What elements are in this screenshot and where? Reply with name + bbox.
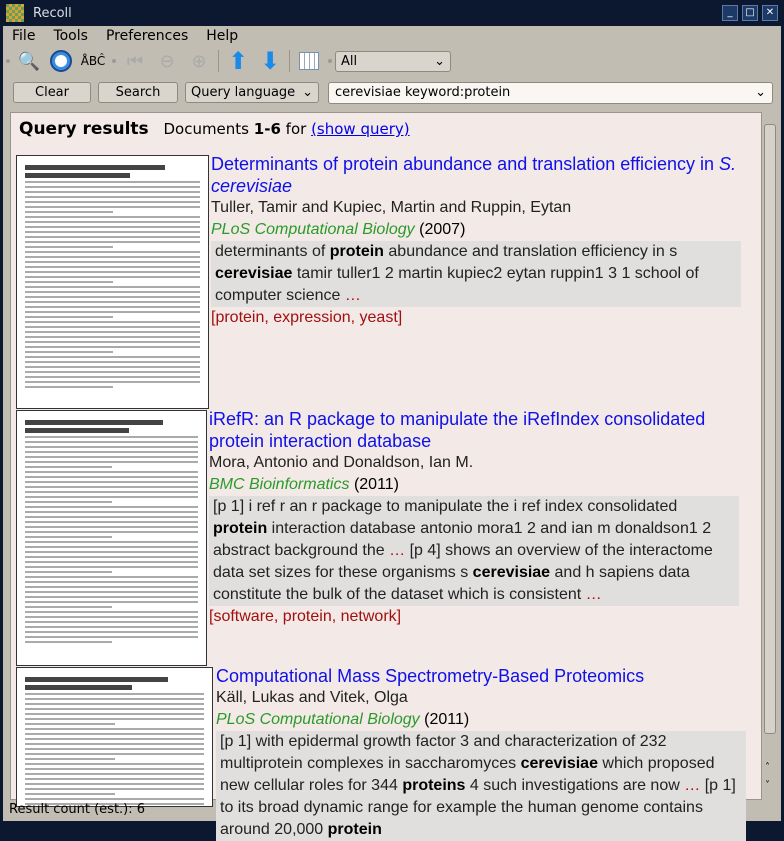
docs-range: 1-6 (253, 120, 281, 138)
result-title[interactable] (211, 153, 756, 197)
result-thumbnail[interactable] (16, 410, 207, 666)
previous-page-icon[interactable]: ⊖ (159, 50, 175, 72)
result-snippet (209, 496, 739, 606)
result-title-text[interactable]: Determinants of protein abundance and translation efficiency in (211, 154, 719, 174)
snippet-segment: protein (329, 243, 384, 260)
menu-tools[interactable]: Tools (53, 28, 88, 44)
snippet-segment: which proposed new cellular roles for 344 (220, 755, 715, 794)
app-icon (6, 4, 24, 22)
close-button[interactable]: ✕ (762, 5, 778, 21)
result-journal: PLoS Computational Biology (211, 221, 415, 238)
for-label: for (285, 120, 307, 138)
snippet-segment: and h sapiens data constitute the bulk of the dataset which is consistent (213, 564, 690, 603)
snippet-segment: protein (213, 520, 268, 537)
result-year: (2011) (353, 476, 399, 493)
filter-select[interactable] (335, 51, 451, 72)
next-page-icon[interactable]: ⊕ (191, 50, 207, 72)
result-thumbnail[interactable] (16, 667, 213, 807)
menu-file[interactable]: File (12, 28, 36, 44)
title-bar (0, 0, 784, 26)
snippet-segment: cerevisiae (215, 265, 293, 282)
minimize-button[interactable]: _ (722, 5, 738, 21)
snippet-segment: … (684, 777, 705, 794)
query-text: cerevisiae keyword:protein (335, 85, 511, 100)
result-journal: PLoS Computational Biology (216, 711, 420, 728)
snippet-segment: [p 4] shows an overview of the interactome data set sizes for these organisms s (213, 542, 713, 581)
result-title-text[interactable]: iRefR: an R package to manipulate the iRefIndex consolidated protein interaction database (209, 409, 706, 451)
snippet-segment: protein (327, 821, 382, 838)
scrollbar[interactable] (762, 112, 778, 800)
snippet-segment: abundance and translation efficiency in s (383, 243, 678, 260)
history-clock-icon[interactable] (48, 48, 74, 74)
snippet-segment: cerevisiae (520, 755, 598, 772)
table-view-icon[interactable] (296, 48, 322, 74)
snippet-segment: 4 such investigations are now (465, 777, 685, 794)
result-title-italic[interactable]: S. cerevisiae (211, 154, 736, 196)
window-title: Recoll (33, 5, 72, 21)
snippet-segment: proteins (402, 777, 466, 794)
snippet-segment: … (585, 586, 602, 603)
maximize-button[interactable]: □ (742, 5, 758, 21)
result-item (211, 153, 756, 329)
spell-search-icon[interactable]: 🔍 (17, 50, 41, 72)
result-item (209, 408, 754, 628)
menu-help[interactable]: Help (206, 28, 239, 44)
scroll-down-icon[interactable]: ˅ (765, 780, 770, 791)
query-input[interactable] (328, 82, 773, 104)
scroll-up-icon[interactable]: ˄ (765, 762, 770, 773)
query-mode-value: Query language (191, 85, 296, 100)
snippet-segment: cerevisiae (472, 564, 551, 581)
sort-up-icon[interactable]: ⬆ (227, 47, 249, 75)
result-journal: BMC Bioinformatics (209, 476, 350, 493)
show-query-link[interactable]: (show query) (311, 120, 410, 138)
snippet-segment: … (344, 287, 361, 304)
chevron-down-icon: ⌄ (755, 85, 766, 100)
sort-down-icon[interactable]: ⬇ (259, 47, 281, 75)
snippet-segment: determinants of (215, 243, 330, 260)
results-header (19, 119, 410, 139)
chevron-down-icon: ⌄ (302, 85, 313, 100)
filter-value: All (341, 53, 358, 69)
snippet-segment: [p 1] with epidermal growth factor 3 and characterization of 232 multiprotein complexes in saccharomyces (220, 733, 667, 772)
result-authors: Tuller, Tamir and Kupiec, Martin and Ruppin, Eytan (211, 199, 572, 216)
result-keywords: [protein, expression, yeast] (211, 309, 403, 326)
menu-bar (3, 26, 247, 46)
status-bar: Result count (est.): 6 (9, 802, 146, 817)
clear-button[interactable]: Clear (13, 82, 91, 103)
toolbar (3, 46, 781, 76)
result-title-text[interactable]: Computational Mass Spectrometry-Based Proteomics (216, 666, 645, 686)
result-authors: Mora, Antonio and Donaldson, Ian M. (209, 454, 474, 471)
snippet-segment: tamir tuller1 2 martin kupiec2 eytan ruppin1 3 1 school of computer science (215, 265, 699, 304)
result-year: (2011) (424, 711, 470, 728)
result-title[interactable] (216, 665, 761, 687)
scrollbar-thumb[interactable] (764, 124, 776, 734)
snippet-segment: interaction database antonio mora1 2 and ian m donaldson1 2 abstract background the (213, 520, 712, 559)
result-keywords: [software, protein, network] (209, 608, 402, 625)
query-mode-select[interactable] (185, 82, 319, 103)
result-year: (2007) (419, 221, 466, 238)
menu-preferences[interactable]: Preferences (105, 28, 189, 44)
results-heading: Query results (19, 119, 149, 139)
search-button[interactable]: Search (98, 82, 178, 103)
result-item (216, 665, 761, 841)
result-snippet (216, 731, 746, 841)
snippet-segment: [p 1] i ref r an r package to manipulate the i ref index consolidated (213, 498, 678, 515)
result-title[interactable] (209, 408, 754, 452)
first-page-icon[interactable]: ⏮ (126, 50, 144, 72)
spelling-abc-icon[interactable]: ÅBĈ (80, 54, 106, 68)
docs-label: Documents (163, 120, 249, 138)
chevron-down-icon: ⌄ (434, 53, 445, 69)
result-thumbnail[interactable] (16, 155, 209, 409)
main-window (3, 26, 781, 838)
snippet-segment: … (389, 542, 410, 559)
result-snippet (211, 241, 741, 307)
snippet-segment: [p 1] to its broad dynamic range for example the human genome contains around 20,000 (220, 777, 736, 838)
result-authors: Käll, Lukas and Vitek, Olga (216, 689, 408, 706)
